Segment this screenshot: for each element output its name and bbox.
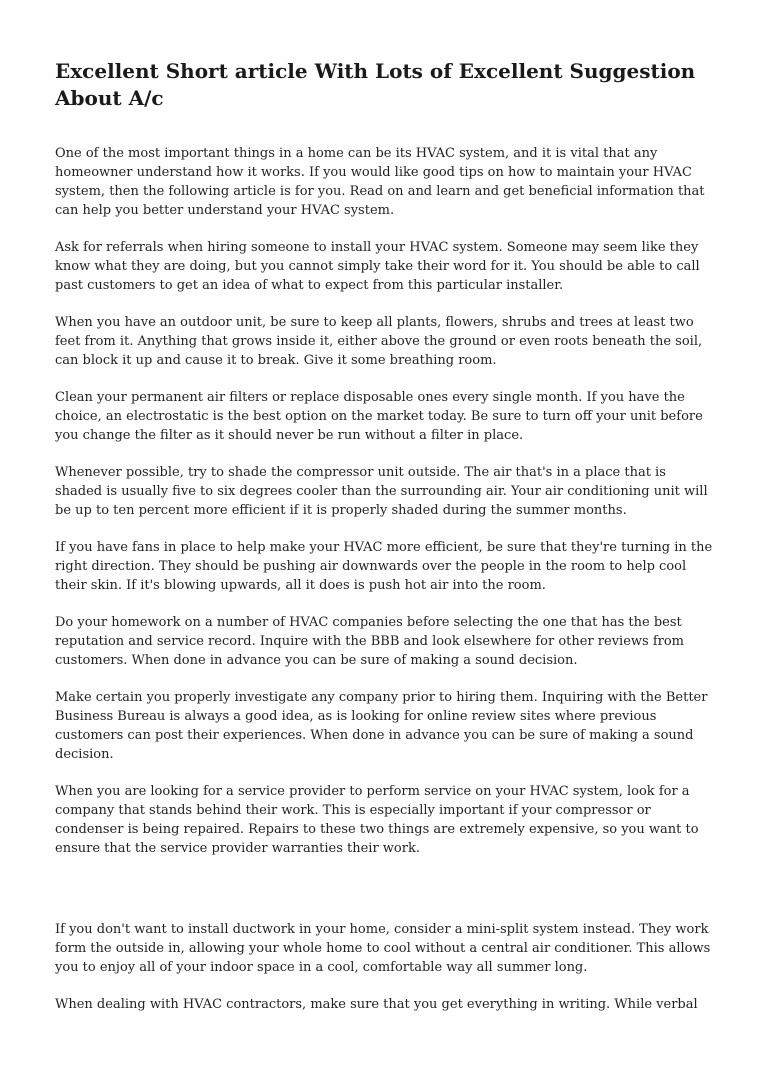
paragraph-homework: Do your homework on a number of HVAC companies before selecting the one that has the best reputation and service record. Inquire with the BBB and look elsewhere for other reviews from customers. When done in advance you can be sure of making a sound decision. — [55, 615, 685, 668]
paragraph-contractors: When dealing with HVAC contractors, make sure that you get everything in writing. While verbal — [55, 997, 698, 1012]
paragraph-referrals: Ask for referrals when hiring someone to install your HVAC system. Someone may seem like they know what they are doing, but you cannot simply take their word for it. You should be able to call past customers to get an idea of what to expect from this particular installer. — [55, 240, 700, 293]
article-title: Excellent Short article With Lots of Excellent Suggestion About A/c — [55, 59, 696, 110]
paragraph-mini-split: If you don't want to install ductwork in your home, consider a mini-split system instead. They work form the outside in, allowing your whole home to cool without a central air conditioner. This allows you to enjoy all of your indoor space in a cool, comfortable way all summer long. — [55, 922, 711, 975]
paragraph-shade-compressor: Whenever possible, try to shade the compressor unit outside. The air that's in a place that is shaded is usually five to six degrees cooler than the surrounding air. Your air conditioning unit will be up to ten percent more efficient if it is properly shaded during the summer months. — [55, 465, 708, 518]
document-page — [55, 58, 717, 1032]
paragraph-outdoor-unit: When you have an outdoor unit, be sure to keep all plants, flowers, shrubs and trees at least two feet from it. Anything that grows inside it, either above the ground or even roots beneath the soil, can block it up and cause it to break. Give it some breathing room. — [55, 315, 703, 368]
paragraph-service-provider: When you are looking for a service provider to perform service on your HVAC system, look for a company that stands behind their work. This is especially important if your compressor or condenser is being repaired. Repairs to these two things are extremely expensive, so you want to ensure that the service provider warranties their work. — [55, 784, 699, 856]
paragraph-investigate: Make certain you properly investigate any company prior to hiring them. Inquiring with the Better Business Bureau is always a good idea, as is looking for online review sites where previous customers can post their experiences. When done in advance you can be sure of making a sound decision. — [55, 690, 708, 762]
paragraph-air-filters: Clean your permanent air filters or replace disposable ones every single month. If you have the choice, an electrostatic is the best option on the market today. Be sure to turn off your unit before you change the filter as it should never be run without a filter in place. — [55, 390, 703, 443]
paragraph-intro: One of the most important things in a home can be its HVAC system, and it is vital that any homeowner understand how it works. If you would like good tips on how to maintain your HVAC system, then the following article is for you. Read on and learn and get beneficial information that can help you better understand your HVAC system. — [55, 146, 705, 218]
paragraph-fans: If you have fans in place to help make your HVAC more efficient, be sure that they're turning in the right direction. They should be pushing air downwards over the people in the room to help cool their skin. If it's blowing upwards, all it does is push hot air into the room. — [55, 540, 713, 593]
